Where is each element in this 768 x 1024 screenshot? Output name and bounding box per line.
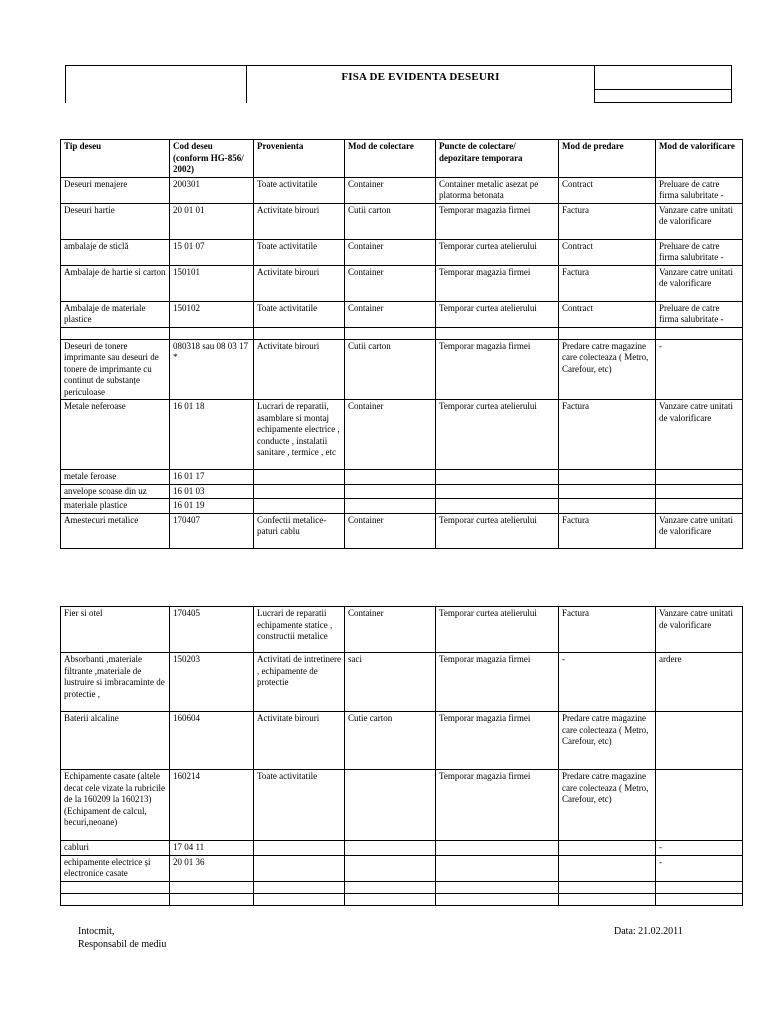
table-cell: Fier si otel bbox=[61, 607, 170, 653]
table-row bbox=[61, 881, 743, 893]
table-cell bbox=[656, 484, 743, 499]
table-row bbox=[61, 484, 743, 499]
table-cell: 16 01 19 bbox=[170, 499, 254, 514]
table-cell bbox=[254, 484, 345, 499]
table-cell: 150203 bbox=[170, 653, 254, 712]
table-cell: Deseuri hartie bbox=[61, 203, 170, 239]
table-cell bbox=[656, 881, 743, 893]
table-cell: Preluare de catre firma salubritate - bbox=[656, 239, 743, 265]
table-cell: Activitati de intretinere , echipamente de protectie bbox=[254, 653, 345, 712]
table-row bbox=[61, 301, 743, 327]
table-cell: Container metalic asezat pe platorma betonata bbox=[436, 177, 559, 203]
table-cell bbox=[254, 893, 345, 905]
table-cell bbox=[254, 327, 345, 339]
table-header-row bbox=[61, 140, 743, 178]
table-cell: Factura bbox=[559, 607, 656, 653]
table-cell: Lucrari de reparatii, asamblare si montaj echipamente electrice , conducte , instalatii sanitare , termice , etc bbox=[254, 400, 345, 470]
table-cell bbox=[61, 327, 170, 339]
prepared-by-label: Intocmit, bbox=[78, 926, 115, 937]
table-row bbox=[61, 327, 743, 339]
table-cell: Activitate birouri bbox=[254, 712, 345, 770]
table-cell: cabluri bbox=[61, 841, 170, 856]
table-cell bbox=[254, 855, 345, 881]
table-cell: Temporar curtea atelierului bbox=[436, 607, 559, 653]
table-cell: Toate activitatile bbox=[254, 770, 345, 841]
table-cell: Container bbox=[345, 607, 436, 653]
table-cell: Confectii metalice-paturi cablu bbox=[254, 513, 345, 548]
table-cell: Temporar magazia firmei bbox=[436, 770, 559, 841]
table-cell: Vanzare catre unitati de valorificare bbox=[656, 400, 743, 470]
header-divider-right bbox=[594, 65, 595, 103]
waste-table-2 bbox=[60, 606, 743, 906]
table-cell: ardere bbox=[656, 653, 743, 712]
table-cell bbox=[345, 770, 436, 841]
table-cell: Temporar curtea atelierului bbox=[436, 301, 559, 327]
table-cell: Vanzare catre unitati de valorificare bbox=[656, 607, 743, 653]
table-row bbox=[61, 893, 743, 905]
table-cell bbox=[170, 327, 254, 339]
table-cell: Toate activitatile bbox=[254, 301, 345, 327]
table-row bbox=[61, 841, 743, 856]
table-cell bbox=[656, 770, 743, 841]
table-cell: Predare catre magazine care colecteaza ( Metro, Carefour, etc) bbox=[559, 770, 656, 841]
table-cell: Activitate birouri bbox=[254, 203, 345, 239]
header-left-border bbox=[65, 65, 66, 103]
table-cell bbox=[436, 327, 559, 339]
table-cell: Container bbox=[345, 301, 436, 327]
table-cell bbox=[436, 881, 559, 893]
table-cell: - bbox=[559, 653, 656, 712]
table-cell: Contract bbox=[559, 177, 656, 203]
table-row bbox=[61, 177, 743, 203]
column-header: Mod de predare bbox=[559, 140, 656, 178]
column-header: Provenienta bbox=[254, 140, 345, 178]
table-cell bbox=[345, 327, 436, 339]
table-cell: 150101 bbox=[170, 265, 254, 301]
table-cell: - bbox=[656, 339, 743, 400]
table-row bbox=[61, 712, 743, 770]
table-cell bbox=[345, 855, 436, 881]
table-row bbox=[61, 499, 743, 514]
table-cell: Temporar magazia firmei bbox=[436, 339, 559, 400]
table-row bbox=[61, 513, 743, 548]
table-cell: Temporar magazia firmei bbox=[436, 653, 559, 712]
table-cell: 160214 bbox=[170, 770, 254, 841]
table-cell bbox=[656, 712, 743, 770]
column-header: Tip deseu bbox=[61, 140, 170, 178]
table-cell bbox=[254, 470, 345, 485]
table-cell: Factura bbox=[559, 513, 656, 548]
table-cell: 20 01 36 bbox=[170, 855, 254, 881]
column-header: Mod de colectare bbox=[345, 140, 436, 178]
document-header bbox=[65, 65, 732, 103]
table-cell bbox=[254, 881, 345, 893]
document-title: FISA DE EVIDENTA DESEURI bbox=[341, 71, 500, 83]
table-cell: Contract bbox=[559, 239, 656, 265]
table-cell bbox=[61, 893, 170, 905]
table-cell bbox=[436, 841, 559, 856]
table-cell: Lucrari de reparatii echipamente statice , constructii metalice bbox=[254, 607, 345, 653]
table-cell: echipamente electrice și electronice casate bbox=[61, 855, 170, 881]
table-cell bbox=[345, 893, 436, 905]
table-cell: ambalaje de sticlă bbox=[61, 239, 170, 265]
header-right-border bbox=[731, 65, 732, 103]
header-top-border bbox=[65, 65, 732, 66]
table-cell: Temporar magazia firmei bbox=[436, 203, 559, 239]
table-cell: Activitate birouri bbox=[254, 339, 345, 400]
table-cell: Baterii alcaline bbox=[61, 712, 170, 770]
table-row bbox=[61, 400, 743, 470]
table-cell: Factura bbox=[559, 265, 656, 301]
table-cell: 15 01 07 bbox=[170, 239, 254, 265]
table-cell: 170407 bbox=[170, 513, 254, 548]
table-cell: Amestecuri metalice bbox=[61, 513, 170, 548]
table-cell bbox=[254, 499, 345, 514]
table-cell: metale feroase bbox=[61, 470, 170, 485]
table-cell: 160604 bbox=[170, 712, 254, 770]
table-cell: Cutii carton bbox=[345, 339, 436, 400]
table-cell: Container bbox=[345, 239, 436, 265]
table-cell: Vanzare catre unitati de valorificare bbox=[656, 265, 743, 301]
table-cell: materiale plastice bbox=[61, 499, 170, 514]
table-cell bbox=[345, 841, 436, 856]
table-cell bbox=[436, 893, 559, 905]
table-row bbox=[61, 653, 743, 712]
table-cell: Toate activitatile bbox=[254, 177, 345, 203]
table-cell: 080318 sau 08 03 17 * bbox=[170, 339, 254, 400]
table-row bbox=[61, 265, 743, 301]
table-cell bbox=[436, 499, 559, 514]
table-cell: Metale neferoase bbox=[61, 400, 170, 470]
responsible-role: Responsabil de mediu bbox=[78, 939, 167, 950]
table-cell bbox=[345, 499, 436, 514]
table-cell bbox=[559, 881, 656, 893]
table-row bbox=[61, 239, 743, 265]
table-cell bbox=[436, 470, 559, 485]
table-cell bbox=[656, 893, 743, 905]
table-cell: 16 01 03 bbox=[170, 484, 254, 499]
table-cell: Predare catre magazine care colecteaza ( Metro, Carefour, etc) bbox=[559, 339, 656, 400]
table-cell: Ambalaje de hartie si carton bbox=[61, 265, 170, 301]
table-cell bbox=[559, 855, 656, 881]
table-cell: 20 01 01 bbox=[170, 203, 254, 239]
table-cell: 16 01 17 bbox=[170, 470, 254, 485]
table-cell: Cutii carton bbox=[345, 203, 436, 239]
table-cell bbox=[436, 484, 559, 499]
table-cell: 150102 bbox=[170, 301, 254, 327]
table-cell: Deseuri menajere bbox=[61, 177, 170, 203]
table-cell: Temporar curtea atelierului bbox=[436, 400, 559, 470]
table-cell: Absorbanti ,materiale filtrante ,materiale de lustruire si imbracaminte de protectie , bbox=[61, 653, 170, 712]
table-cell bbox=[170, 881, 254, 893]
table-cell bbox=[345, 470, 436, 485]
table-cell bbox=[559, 470, 656, 485]
table-cell: 17 04 11 bbox=[170, 841, 254, 856]
table-cell bbox=[345, 881, 436, 893]
table-cell bbox=[61, 881, 170, 893]
waste-table-1 bbox=[60, 139, 743, 549]
table-cell bbox=[254, 841, 345, 856]
table-cell: - bbox=[656, 855, 743, 881]
table-row bbox=[61, 339, 743, 400]
footer-signature bbox=[78, 925, 166, 951]
table-cell: 170405 bbox=[170, 607, 254, 653]
table-cell: Container bbox=[345, 400, 436, 470]
table-row bbox=[61, 855, 743, 881]
table-cell bbox=[656, 327, 743, 339]
table-cell bbox=[436, 855, 559, 881]
table-cell bbox=[559, 484, 656, 499]
table-cell bbox=[170, 893, 254, 905]
table-cell: 200301 bbox=[170, 177, 254, 203]
table-cell: Preluare de catre firma salubritate - bbox=[656, 301, 743, 327]
table-cell: Temporar magazia firmei bbox=[436, 265, 559, 301]
table-cell: 16 01 18 bbox=[170, 400, 254, 470]
table-cell: Temporar magazia firmei bbox=[436, 712, 559, 770]
table-cell bbox=[559, 893, 656, 905]
table-cell bbox=[559, 327, 656, 339]
table-row bbox=[61, 203, 743, 239]
table-row bbox=[61, 470, 743, 485]
table-cell: Temporar curtea atelierului bbox=[436, 513, 559, 548]
table-row bbox=[61, 770, 743, 841]
table-cell: saci bbox=[345, 653, 436, 712]
table-cell: Contract bbox=[559, 301, 656, 327]
document-date: Data: 21.02.2011 bbox=[614, 926, 683, 937]
column-header: Mod de valorificare bbox=[656, 140, 743, 178]
table-cell: - bbox=[656, 841, 743, 856]
table-cell: Echipamente casate (altele decat cele vizate la rubricile de la 160209 la 160213) (Echipament de calcul, becuri,neoane) bbox=[61, 770, 170, 841]
table-cell: Vanzare catre unitati de valorificare bbox=[656, 513, 743, 548]
table-cell: Factura bbox=[559, 203, 656, 239]
table-cell: Predare catre magazine care colecteaza ( Metro, Carefour, etc) bbox=[559, 712, 656, 770]
table-cell: Temporar curtea atelierului bbox=[436, 239, 559, 265]
table-cell: Container bbox=[345, 513, 436, 548]
table-cell: Container bbox=[345, 265, 436, 301]
table-row bbox=[61, 607, 743, 653]
table-cell bbox=[656, 470, 743, 485]
table-cell: Cutie carton bbox=[345, 712, 436, 770]
table-cell: Preluare de catre firma salubritate - bbox=[656, 177, 743, 203]
table-cell: Deseuri de tonere imprimante sau deseuri de tonere de imprimante cu continut de substanțe periculoase bbox=[61, 339, 170, 400]
table-cell: Container bbox=[345, 177, 436, 203]
table-cell bbox=[559, 841, 656, 856]
table-cell: Factura bbox=[559, 400, 656, 470]
table-cell: Activitate birouri bbox=[254, 265, 345, 301]
table-cell: Ambalaje de materiale plastice bbox=[61, 301, 170, 327]
header-right-split bbox=[594, 89, 732, 90]
column-header: Puncte de colectare/ depozitare temporara bbox=[436, 140, 559, 178]
table-cell: Vanzare catre unitati de valorificare bbox=[656, 203, 743, 239]
table-cell: Toate activitatile bbox=[254, 239, 345, 265]
table-cell bbox=[656, 499, 743, 514]
table-cell bbox=[559, 499, 656, 514]
table-cell: anvelope scoase din uz bbox=[61, 484, 170, 499]
header-right-bottom bbox=[594, 102, 732, 103]
column-header: Cod deseu (conform HG-856/ 2002) bbox=[170, 140, 254, 178]
table-cell bbox=[345, 484, 436, 499]
